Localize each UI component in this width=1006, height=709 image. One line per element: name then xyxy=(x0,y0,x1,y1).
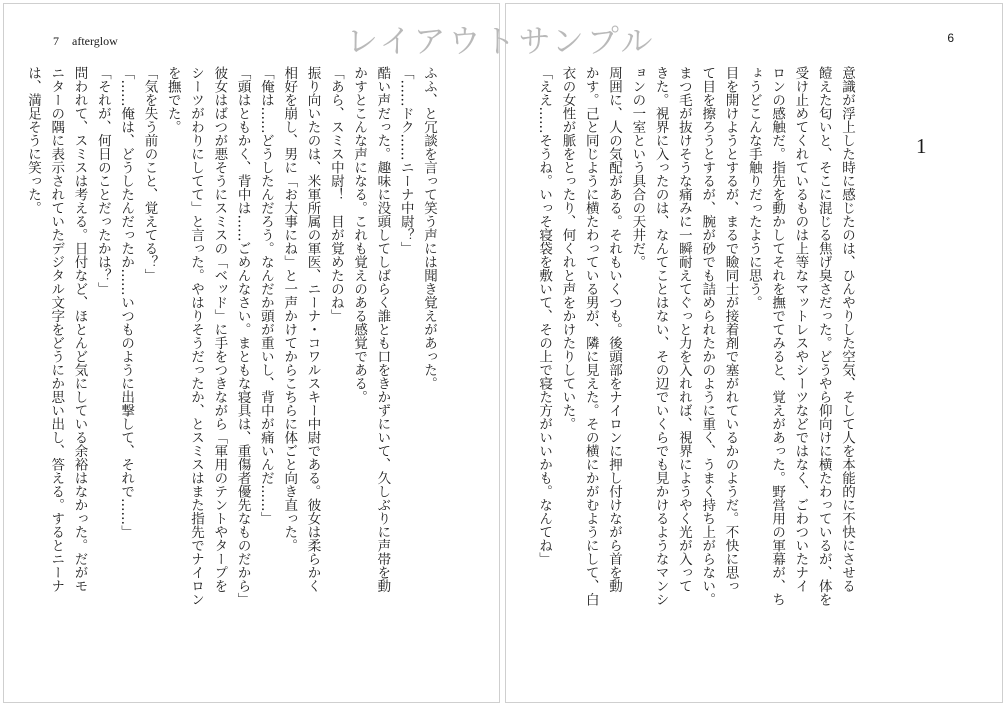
text-line: 「ええ……そうね。いっそ寝袋を敷いて、その上で寝た方がいいかも。なんてね」 xyxy=(536,66,553,566)
text-line: は、満足そうに笑った。 xyxy=(24,66,41,215)
text-line: ょうどこんな手触りだったように思う。 xyxy=(745,66,762,309)
text-line: 「頭はともかく、背中は……ごめんなさい。まともな寝具は、重傷者優先なものだから」 xyxy=(234,66,251,606)
text-line: ニターの隅に表示されていたデジタル文字をどうにか思い出し、答える。するとニーナ xyxy=(48,66,65,593)
text-line: 「……ドク……ニーナ中尉？」 xyxy=(397,66,414,255)
text-line: 周囲に、人の気配がある。それもいくつも。後頭部をナイロンに押し付けながら首を動 xyxy=(606,66,623,593)
text-line: きた。視界に入ったのは、なんてことはない、その辺でいくらでも見かけるようなマンシ xyxy=(652,66,669,606)
text-line: 意識が浮上した時に感じたのは、ひんやりした空気、そして人を本能的に不快にさせる xyxy=(839,66,855,593)
text-line: まつ毛が抜けそうな痛みに一瞬耐えてぐっと力を入れれば、視界にようやく光が入って xyxy=(675,66,692,593)
text-line: ロンの感触だ。指先を動かしてそれを撫でてみると、覚えがあった。野営用の軍幕が、ち xyxy=(769,66,786,606)
page-number: 6 xyxy=(947,31,954,45)
text-line: を撫でた。 xyxy=(164,66,181,134)
page-number: 7 xyxy=(53,34,59,48)
text-line: て目を擦ろうとするが、腕が砂でも詰められたかのように重く、うまく持ち上がらない。 xyxy=(699,66,716,606)
text-line: 衣の女性が脈をとったり、何くれと声をかけたりしていた。 xyxy=(559,66,576,431)
text-line: 酷い声だった。趣味に没頭してしばらく誰とも口をきかずにいて、久しぶりに声帯を動 xyxy=(374,66,391,593)
text-line: ョンの一室という具合の天井だ。 xyxy=(629,66,646,269)
text-line: 目を開けようとするが、まるで瞼同士が接着剤で塞がれているかのようだ。不快に思っ xyxy=(722,66,739,593)
left-page xyxy=(3,3,500,703)
text-line: 相好を崩し、男に「お大事にね」と一声かけてからこちらに体ごと向き直った。 xyxy=(281,66,298,552)
text-line: 問われて、スミスは考える。日付など、ほとんど気にしている余裕はなかった。だがモ xyxy=(71,66,88,593)
text-line: 彼女はばつが悪そうにスミスの「ベッド」に手をつきながら「軍用のテントやタープを xyxy=(211,66,228,593)
running-header xyxy=(53,34,118,49)
text-line: ふふ、と冗談を言って笑う声には聞き覚えがあった。 xyxy=(421,66,437,390)
text-line: 「気を失う前のこと、覚えてる？」 xyxy=(141,66,158,282)
text-line: 振り向いたのは、米軍所属の軍医、ニーナ・コワルスキー中尉である。彼女は柔らかく xyxy=(304,66,321,593)
text-line: かす。己と同じように横たわっている男が、隣に見えた。その横にかがむようにして、白 xyxy=(582,66,599,606)
text-line: 饐えた匂いと、そこに混じる焦げ臭さだった。どうやら仰向けに横たわっているが、体を xyxy=(815,66,832,606)
chapter-number: 1 xyxy=(916,134,927,158)
text-line: シーツがわりにしてて」と言った。やはりそうだったか、とスミスはまた指先でナイロン xyxy=(188,66,205,606)
text-line: 「あら、スミス中尉！ 目が覚めたのね」 xyxy=(327,66,344,323)
text-line: 「それが、何日のことだったかは？」 xyxy=(94,66,111,296)
text-line: 「……俺は、どうしたんだったか……いつものように出撃して、それで……」 xyxy=(118,66,135,539)
text-line: かすとこんな声になる。これも覚えのある感覚である。 xyxy=(351,66,368,404)
running-title: afterglow xyxy=(72,34,118,48)
text-line: 受け止めてくれているものは上等なマットレスやシーツなどではなく、ごわついたナイ xyxy=(792,66,809,593)
body-text xyxy=(24,66,440,666)
watermark: レイアウトサンプル xyxy=(346,22,656,60)
body-text xyxy=(536,66,858,666)
right-page xyxy=(505,3,1003,703)
text-line: 「俺は……どうしたんだろう。なんだか頭が重いし、背中が痛いんだ……」 xyxy=(257,66,274,525)
